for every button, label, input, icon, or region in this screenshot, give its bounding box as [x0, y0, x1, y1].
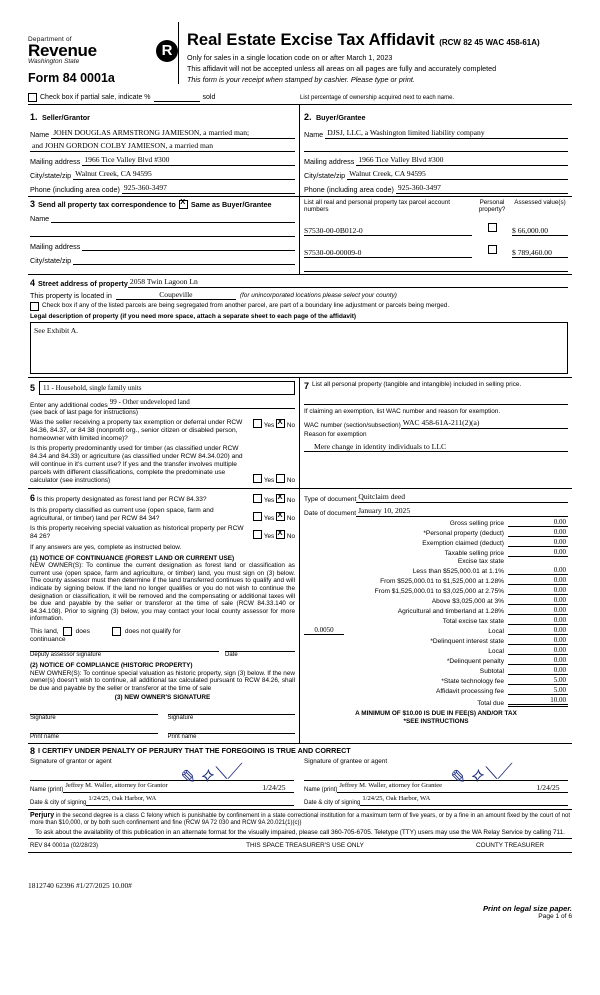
buyer-mailing-label: Mailing address [304, 157, 355, 166]
amount-row-gross [304, 518, 568, 527]
print-legal-note: Print on legal size paper. [482, 904, 572, 914]
doc-type-label: Type of document [304, 496, 357, 503]
amount-row-total-due [304, 696, 568, 707]
amount-label-total-state: Total excise tax state [442, 618, 504, 625]
new-owner-signature-label-1: Signature [30, 714, 158, 721]
s6-q1-yes-checkbox[interactable] [253, 494, 262, 503]
amount-row-processing [304, 686, 568, 695]
seller-phone-input[interactable]: 925-360-3497 [122, 183, 295, 194]
amount-label-tier4: Above $3,025,000 at 3% [431, 598, 504, 605]
grantor-signature-input[interactable] [30, 766, 294, 781]
amount-label-gross: Gross selling price [449, 520, 504, 527]
notice1-body: NEW OWNER(S): To continue the current designation as forest land or classification as current use (open space, farm and agriculture, or timber) land, you must sign on (3) below. The county assessor must then determine if the land transferred continues to qualify and will indicate by signing below. If the land no longer qualifies or you do not wish to continue the designation or classification, it will be removed and the compensating or additional taxes will be due and payable by the seller or transferor at the time of sale (RCW 84.33.140 or 84.34.108). Prior to signing (3) below, you may contact your local county assessor for more information. [30, 562, 295, 623]
parcel-number-input-0[interactable]: S7530-00-0B012-0 [304, 226, 472, 236]
does-not-label: does not qualify for [124, 627, 181, 635]
certify-text: I CERTIFY UNDER PENALTY OF PERJURY THAT THE FOREGOING IS TRUE AND CORRECT [38, 746, 351, 756]
amount-row-personal [304, 528, 568, 537]
buyer-name-input-2[interactable] [304, 141, 568, 152]
doc-date-label: Date of document [304, 510, 357, 517]
corr-name-label: Name [30, 214, 50, 223]
buyer-phone-input[interactable]: 925-360-3497 [396, 183, 568, 194]
grantor-date-badge[interactable]: 1/24/25 [254, 783, 294, 793]
section6-q1 [30, 494, 295, 505]
grantee-name-input[interactable]: Jeffrey M. Waller, attorney for Grantee [337, 782, 528, 793]
grantor-name-input[interactable]: Jeffrey M. Waller, attorney for Grantor [63, 782, 254, 793]
parcel-row [304, 218, 568, 236]
form-number: Form 84 0001a [28, 71, 115, 85]
sold-label: sold [202, 94, 216, 101]
amount-row-total-state [304, 616, 568, 625]
perjury-block [28, 809, 572, 839]
amount-label-processing: Affidavit processing fee [435, 688, 504, 695]
new-owner-printname-label-2: Print name [168, 733, 296, 740]
seller-heading: Seller/Grantor [41, 113, 90, 122]
amount-label-techfee: *State technology fee [441, 678, 504, 685]
amount-value-agtimber[interactable]: 0.00 [508, 606, 568, 615]
ada-note: To ask about the availability of this publication in an alternate format for the visually impaired, please call 360-705-6705. Teletype (TTY) users may use the WA Relay Service by calling 711. [35, 828, 565, 836]
amount-label-exemption: Exemption claimed (deduct) [422, 540, 504, 547]
section5-number: 5 [30, 383, 36, 394]
amount-label-personal: *Personal property (deduct) [423, 530, 504, 537]
amount-row-delinq-penalty [304, 656, 568, 665]
seller-citystate-input[interactable]: Walnut Creek, CA 94595 [73, 169, 295, 180]
this-land-label: This land, [30, 627, 59, 635]
s6-q3-yes-label: Yes [263, 533, 275, 540]
deputy-date-label: Date [225, 651, 295, 658]
amount-row-taxable [304, 548, 568, 557]
section5-q1 [30, 419, 295, 443]
minimum-due-note: A MINIMUM OF $10.00 IS DUE IN FEE(S) AND/OR TAX [355, 710, 517, 717]
subtitle-1: Only for sales in a single location code on or after March 1, 2023 [187, 53, 393, 62]
amount-value-techfee[interactable]: 5.00 [508, 676, 568, 685]
does-not-checkbox[interactable] [112, 627, 121, 636]
amount-value-total-state[interactable]: 0.00 [508, 616, 568, 625]
section8-number: 8 [30, 745, 36, 756]
grantor-date-city-input[interactable]: 1/24/25, Oak Harbor, WA [86, 795, 294, 806]
wac-number-input[interactable]: WAC 458-61A-211(2)(a) [401, 418, 568, 429]
section5-q2 [30, 445, 295, 485]
assessed-value-input-1[interactable]: $ 789,460.00 [512, 248, 568, 258]
amount-row-exemption [304, 538, 568, 547]
q2-yes-label: Yes [263, 477, 275, 484]
same-as-buyer-checkbox[interactable] [179, 200, 188, 209]
street-address-input[interactable]: 2058 Twin Lagoon Ln [128, 277, 568, 288]
section6-answers-note: If any answers are yes, complete as instructed below. [30, 544, 182, 551]
amount-value-tier3[interactable]: 0.00 [508, 586, 568, 595]
amount-value-gross[interactable]: 0.00 [508, 518, 568, 527]
legal-description-label: Legal description of property (if you need more space, attach a separate sheet to each page of the affidavit) [30, 312, 357, 320]
amount-value-processing[interactable]: 5.00 [508, 686, 568, 695]
section3-parcels [28, 196, 572, 274]
party-section [28, 104, 572, 196]
additional-codes-input[interactable]: 99 - Other undeveloped land [108, 398, 295, 409]
seller-citystate-label: City/state/zip [30, 171, 72, 180]
notice3-title: (3) NEW OWNER'S SIGNATURE [114, 694, 211, 702]
seller-name-input-2[interactable]: and JOHN GORDON COLBY JAMIESON, a married man [30, 141, 295, 152]
section5-block [28, 378, 300, 488]
personal-property-checkbox-1[interactable] [488, 245, 497, 254]
subtitle-2: This affidavit will not be accepted unless all areas on all pages are fully and accurately completed [187, 64, 497, 73]
seller-number: 1. [30, 112, 38, 122]
corr-citystate-input[interactable] [73, 254, 295, 265]
city-input[interactable]: Coupeville [116, 290, 236, 300]
perjury-text: in the second degree is a class C felony which is punishable by confinement in a state correctional institution for a maximum term of five years, or by a fine in an amount fixed by the court of not more than $10,000, or by both such confinement and fine (RCW 9A 72 030 and RCW 9A 20.021(1)(c)) [30, 812, 570, 826]
q2-yes-checkbox[interactable] [253, 474, 262, 483]
s6-q1-no-checkbox[interactable] [276, 494, 285, 503]
grantee-signature-mark: ✎ ⟡⟍⟋ [446, 759, 512, 791]
grantee-date-badge[interactable]: 1/24/25 [528, 783, 568, 793]
does-label: does [75, 627, 90, 635]
grantee-date-city-label: Date & city of signing [304, 799, 361, 806]
wac-number-label: WAC number (section/subsection) [304, 422, 401, 429]
corr-citystate-label: City/state/zip [30, 256, 72, 265]
amount-label-agtimber: Agricultural and timberland at 1.28% [397, 608, 504, 615]
title-block [178, 22, 572, 84]
assessed-value-header: Assessed value(s) [514, 199, 566, 206]
section5-q1-text: Was the seller receiving a property tax exemption or deferral under RCW 84.36, 84.37, or 84 38 (nonprofit org., senior citizen or disabled person, homeowner with limited income)? [30, 419, 243, 442]
buyer-block [300, 105, 572, 196]
page-title: Real Estate Excise Tax Affidavit (RCW 82 45 WAC 458-61A) [187, 31, 540, 49]
buyer-number: 2. [304, 112, 312, 122]
same-as-buyer-label: Same as Buyer/Grantee [190, 199, 272, 209]
grantor-signature-mark: ✎ ⟡⟍⟋ [176, 759, 242, 791]
section6-number: 6 [30, 493, 36, 503]
amount-value-tier4[interactable]: 0.00 [508, 596, 568, 605]
doc-date-input[interactable]: January 10, 2025 [356, 506, 568, 517]
amount-value-subtotal[interactable]: 0.00 [508, 666, 568, 675]
section7-block [300, 378, 572, 488]
partial-sale-row [28, 93, 294, 102]
section6-q2 [30, 507, 295, 523]
s6-q1-no-label: No [286, 497, 295, 504]
amount-label-local: Local [488, 628, 504, 635]
deputy-assessor-signature-label: Deputy assessor signature [30, 651, 219, 658]
parcel-heading: List all real and personal property tax parcel account numbers [304, 199, 450, 214]
new-owner-printname-label-1: Print name [30, 733, 158, 740]
see-instructions-note: *SEE INSTRUCTIONS [403, 717, 469, 725]
s6-q2-no-label: No [286, 515, 295, 522]
amount-row-techfee [304, 676, 568, 685]
amounts-block [300, 489, 572, 743]
section3-number: 3 [30, 199, 36, 209]
buyer-mailing-input[interactable]: 1966 Tice Valley Blvd #300 [356, 155, 568, 166]
section6-amounts-row [28, 488, 572, 743]
amount-value-tier2[interactable]: 0.00 [508, 576, 568, 585]
legal-description-input[interactable]: See Exhibit A. [30, 322, 568, 374]
segregate-checkbox[interactable] [30, 302, 39, 311]
ownership-note: List percentage of ownership acquired next to each name. [300, 95, 455, 101]
title-rcw: (RCW 82 45 WAC 458-61A) [439, 38, 540, 47]
corr-name-input-2[interactable] [30, 226, 295, 237]
section7-text: List all personal property (tangible and intangible) included in selling price. [312, 381, 522, 389]
amount-row-tier3 [304, 586, 568, 595]
amount-row-local2 [304, 646, 568, 655]
section6-block [28, 489, 300, 743]
doc-type-input[interactable]: Quitclaim deed [356, 492, 568, 503]
amount-value-taxable[interactable]: 0.00 [508, 548, 568, 557]
q1-no-checkbox[interactable] [276, 419, 285, 428]
subtitle-3: This form is your receipt when stamped by cashier. Please type or print. [187, 75, 415, 84]
buyer-citystate-input[interactable]: Walnut Creek, CA 94595 [347, 169, 568, 180]
amount-row-excise-state [304, 558, 568, 565]
grantor-name-print-label: Name (print) [30, 786, 64, 793]
county-note: (for unincorporated locations please select your county) [239, 292, 397, 300]
section5-q2-text: Is this property predominantly used for timber (as classified under RCW 84.34 and 84.33) or agriculture (as classified under RCW 84.34.020) and will continue in it's current use? If yes and the transfer involves multiple parcels with different classifications, complete the predominate use calculator (see instructions) [30, 445, 243, 484]
buyer-name-input[interactable]: DJSJ, LLC, a Washington limited liability company [325, 128, 568, 139]
amount-label-total-due: Total due [477, 700, 504, 707]
amount-label-tier1: Less than $525,000.01 at 1.1% [412, 568, 504, 575]
section4-number: 4 [30, 277, 36, 288]
amount-row-delinq-interest [304, 636, 568, 645]
q2-no-label: No [286, 477, 295, 484]
back-note: (see back of last page for instructions) [30, 409, 138, 417]
amount-label-delinq-penalty: *Delinquent penalty [446, 658, 504, 665]
segregate-label: Check box if any of the listed parcels are being segregated from another parcel, are part of a boundary line adjustment or parcels being merged. [42, 301, 450, 309]
s6-q1-yes-label: Yes [263, 497, 275, 504]
seller-block [28, 105, 300, 196]
q1-yes-label: Yes [263, 422, 275, 429]
partial-sale-checkbox[interactable] [28, 93, 37, 102]
parcel-block [300, 197, 572, 274]
buyer-citystate-label: City/state/zip [304, 171, 346, 180]
partial-sale-label: Check box if partial sale, indicate % [40, 94, 151, 101]
grantee-name-print-label: Name (print) [304, 786, 338, 793]
q1-no-label: No [286, 422, 295, 429]
section6-q3-text: Is this property receiving special valuation as historical property per RCW 84 26? [30, 525, 244, 540]
reason-label: Reason for exemption [304, 431, 367, 438]
personal-property-checkbox-0[interactable] [488, 223, 497, 232]
amount-value-exemption[interactable]: 0.00 [508, 538, 568, 547]
land-use-code-input[interactable]: 11 - Household, single family units [39, 381, 295, 395]
rev-number: REV 84 0001a (02/28/23) [30, 842, 99, 849]
revenue-label: Revenue [28, 41, 97, 60]
corr-name-input[interactable] [51, 212, 295, 223]
seller-mailing-label: Mailing address [30, 157, 81, 166]
section8-block [28, 743, 572, 809]
seller-mailing-input[interactable]: 1966 Tice Valley Blvd #300 [82, 155, 295, 166]
section3-text: Send all property tax correspondence to [38, 199, 176, 209]
buyer-name-label: Name [304, 130, 324, 139]
amount-label-subtotal: Subtotal [479, 668, 504, 675]
amount-value-delinq-penalty[interactable]: 0.00 [508, 656, 568, 665]
personal-property-header: Personal property? [478, 199, 506, 214]
parcel-number-input-1[interactable]: S7530-00-00009-0 [304, 248, 472, 258]
state-label: Washington State [28, 58, 80, 65]
partial-sale-percent-input[interactable] [154, 93, 200, 102]
treasurer-stamp: 1812740 62396 #1/27/2025 10.00# [28, 881, 132, 891]
additional-codes-label: Enter any additional codes [30, 402, 108, 410]
amount-row-tier1 [304, 566, 568, 575]
section6-q3 [30, 525, 295, 541]
amount-value-local2[interactable]: 0.00 [508, 646, 568, 655]
amount-row-tier2 [304, 576, 568, 585]
section4-block [28, 274, 572, 378]
dept-label: Department of [28, 36, 72, 43]
amount-row-tier4 [304, 596, 568, 605]
amount-row-subtotal [304, 666, 568, 675]
amount-label-taxable: Taxable selling price [444, 550, 504, 557]
section3-block [28, 197, 300, 274]
personal-property-input[interactable] [304, 394, 568, 405]
section6-q2-text: Is this property classified as current use (open space, farm and agricultural, or timber) land per RCW 84 34? [30, 507, 214, 522]
grantee-signature-label: Signature of grantee or agent [304, 757, 388, 765]
grantor-signature-label: Signature of grantor or agent [30, 757, 112, 765]
seller-name-label: Name [30, 130, 50, 139]
grantee-date-city-input[interactable]: 1/24/25, Oak Harbor, WA [360, 795, 568, 806]
does-checkbox[interactable] [63, 627, 72, 636]
reason-input[interactable]: Mere change in identity individuals to LLC [304, 442, 568, 452]
revenue-mark-icon: R [156, 40, 178, 62]
amount-row-local [304, 626, 568, 635]
local-rate-input[interactable]: 0.0050 [304, 626, 344, 635]
county-treasurer-label: COUNTY TREASURER [476, 842, 544, 850]
notice1-title: (1) NOTICE OF CONTINUANCE (FOREST LAND OR CURRENT USE) [30, 554, 235, 562]
corr-mailing-label: Mailing address [30, 242, 81, 251]
notice2-body: NEW OWNER(S): To continue special valuation as historic property, sign (3) below. If the new owner(s) doesn't wish to continue, all additional tax calculated pursuant to RCW 84.26, shall be due and payable by the seller or transferor at the time of sale [30, 669, 295, 692]
treasurer-use-label: THIS SPACE TREASURER'S USE ONLY [246, 842, 364, 850]
exemption-label: If claiming an exemption, list WAC number and reason for exemption. [304, 408, 501, 416]
amount-value-total-due[interactable]: 10.00 [508, 696, 568, 707]
amount-value-personal[interactable]: 0.00 [508, 528, 568, 537]
seller-name-input[interactable]: JOHN DOUGLAS ARMSTRONG JAMIESON, a married man; [51, 128, 295, 139]
seller-phone-label: Phone (including area code) [30, 185, 120, 194]
amount-row-agtimber [304, 606, 568, 615]
amount-value-tier1[interactable]: 0.00 [508, 566, 568, 575]
amount-label-tier2: From $525,000.01 to $1,525,000 at 1.28% [380, 578, 504, 585]
amount-label-tier3: From $1,525,000.01 to $3,025,000 at 2.75% [374, 588, 504, 595]
footer-block [28, 838, 572, 852]
amount-label-local2: Local [488, 648, 504, 655]
dor-logo-block [28, 22, 178, 85]
section4-label: Street address of property [38, 278, 128, 288]
affidavit-sheet [28, 22, 572, 942]
form-header [28, 22, 572, 85]
parcel-row [304, 240, 568, 258]
new-owner-signature-label-2: Signature [168, 714, 296, 721]
q1-yes-checkbox[interactable] [253, 419, 262, 428]
perjury-bold: Perjury [30, 811, 55, 819]
section5-7-row [28, 377, 572, 488]
s6-q3-no-checkbox[interactable] [276, 530, 285, 539]
s6-q3-yes-checkbox[interactable] [253, 530, 262, 539]
amount-label-delinq-interest: *Delinquent interest state [430, 638, 504, 645]
q2-no-checkbox[interactable] [276, 474, 285, 483]
s6-q2-no-checkbox[interactable] [276, 512, 285, 521]
grantor-date-city-label: Date & city of signing [30, 799, 87, 806]
continuance-label: continuance [30, 635, 66, 643]
page-number: Page 1 of 6 [538, 913, 572, 921]
amount-label-excise-state: Excise tax state [457, 558, 504, 565]
buyer-heading: Buyer/Grantee [315, 113, 366, 122]
buyer-phone-label: Phone (including area code) [304, 185, 394, 194]
s6-q2-yes-label: Yes [263, 515, 275, 522]
amount-value-local[interactable]: 0.00 [508, 626, 568, 635]
located-in-label: This property is located in [30, 290, 112, 300]
s6-q2-yes-checkbox[interactable] [253, 512, 262, 521]
amount-value-delinq-interest[interactable]: 0.00 [508, 636, 568, 645]
assessed-value-input-0[interactable]: $ 66,000.00 [512, 226, 568, 236]
section6-q1-text: Is this property designated as forest land per RCW 84.33? [36, 496, 207, 503]
s6-q3-no-label: No [286, 533, 295, 540]
parcel-row-extra[interactable] [304, 261, 568, 272]
notice2-title: (2) NOTICE OF COMPLIANCE (HISTORIC PROPERTY) [30, 661, 193, 669]
corr-mailing-input[interactable] [82, 240, 295, 251]
grantee-signature-input[interactable] [304, 766, 568, 781]
section7-number: 7 [304, 381, 310, 392]
